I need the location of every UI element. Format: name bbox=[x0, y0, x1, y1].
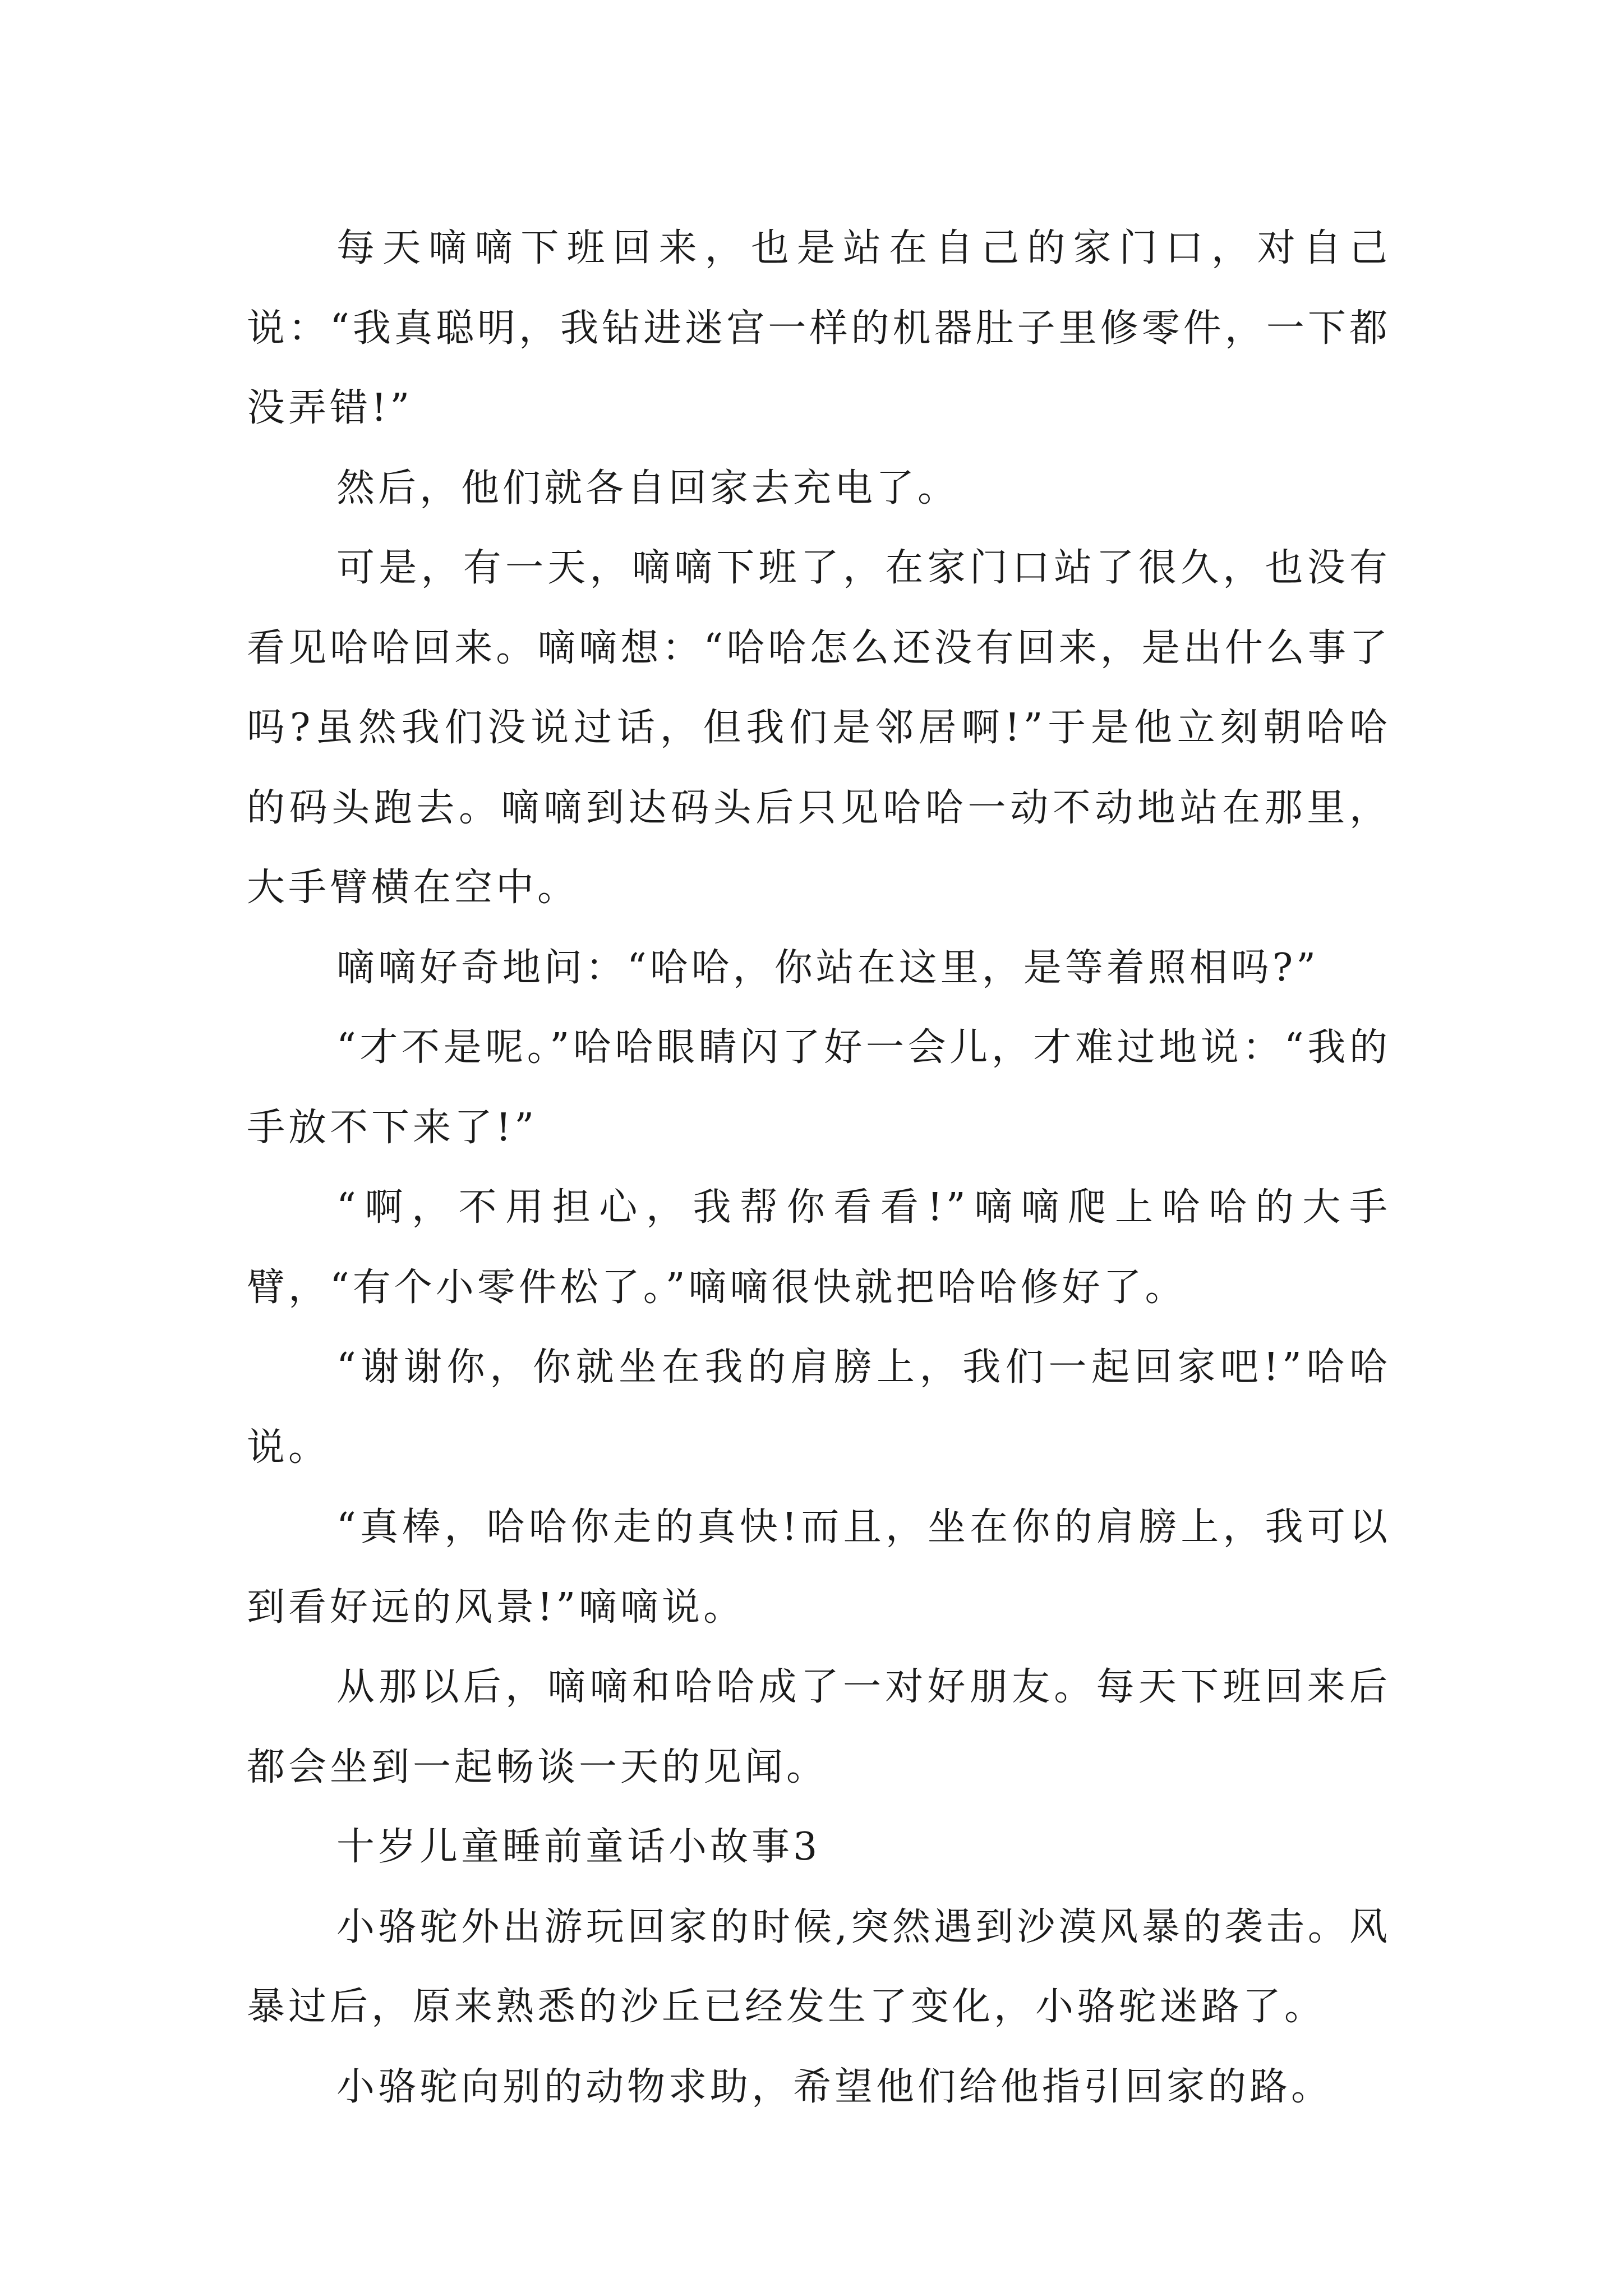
paragraph: “谢谢你，你就坐在我的肩膀上，我们一起回家吧!”哈哈说。 bbox=[247, 1345, 1391, 1470]
paragraph: 嘀嘀好奇地问：“哈哈，你站在这里，是等着照相吗?” bbox=[336, 945, 1319, 990]
paragraph: 可是，有一天，嘀嘀下班了，在家门口站了很久，也没有看见哈哈回来。嘀嘀想：“哈哈怎么还没有回来，是出什么事了吗?虽然我们没说过话，但我们是邻居啊!”于是他立刻朝哈哈的码头跑去。嘀嘀到达码头后只见哈哈一动不动地站在那里，大手臂横在空中。 bbox=[247, 546, 1391, 910]
document-body bbox=[247, 209, 1391, 2127]
paragraph: 小骆驼外出游玩回家的时候,突然遇到沙漠风暴的袭击。风暴过后，原来熟悉的沙丘已经发生了变化，小骆驼迷路了。 bbox=[247, 1904, 1391, 2029]
paragraph: 从那以后，嘀嘀和哈哈成了一对好朋友。每天下班回来后都会坐到一起畅谈一天的见闻。 bbox=[247, 1665, 1391, 1789]
paragraph: 每天嘀嘀下班回来，也是站在自己的家门口，对自己说：“我真聪明，我钻进迷宫一样的机器肚子里修零件，一下都没弄错!” bbox=[247, 226, 1391, 430]
paragraph: “才不是呢。”哈哈眼睛闪了好一会儿，才难过地说：“我的手放不下来了!” bbox=[247, 1025, 1391, 1150]
paragraph: “啊，不用担心，我帮你看看!”嘀嘀爬上哈哈的大手臂，“有个小零件松了。”嘀嘀很快就把哈哈修好了。 bbox=[247, 1185, 1391, 1310]
paragraph: 小骆驼向别的动物求助，希望他们给他指引回家的路。 bbox=[336, 2064, 1333, 2109]
paragraph: “真棒，哈哈你走的真快!而且，坐在你的肩膀上，我可以到看好远的风景!”嘀嘀说。 bbox=[247, 1505, 1391, 1630]
section-heading: 十岁儿童睡前童话小故事3 bbox=[336, 1825, 821, 1869]
paragraph: 然后，他们就各自回家去充电了。 bbox=[336, 466, 960, 510]
